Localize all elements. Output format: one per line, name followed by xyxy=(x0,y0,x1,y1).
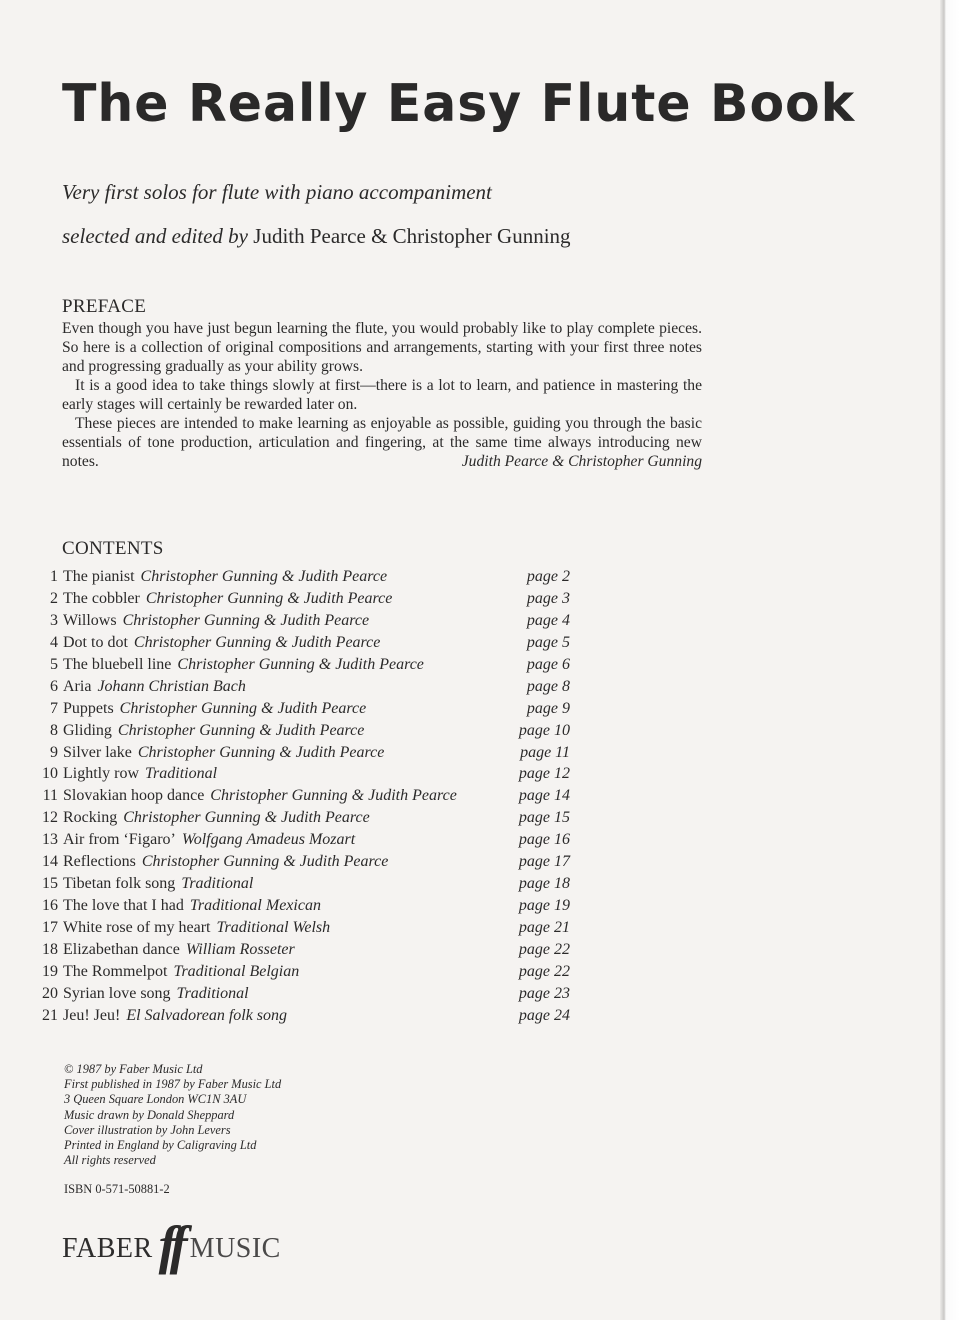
contents-item-composer: Traditional Welsh xyxy=(216,919,331,936)
contents-item-number: 9 xyxy=(50,743,58,761)
contents-item-number: 18 xyxy=(42,940,58,958)
contents-heading: CONTENTS xyxy=(62,538,164,559)
preface-paragraph-text: These pieces are intended to make learning as enjoyable as possible, guiding you through the basic essentials of tone production, articulation and fingering, at the same time always introducing new notes. xyxy=(62,415,702,470)
contents-item xyxy=(0,610,600,632)
contents-item-entry xyxy=(63,829,355,851)
contents-item-page: page 21 xyxy=(518,919,570,936)
imprint-line: Music drawn by Donald Sheppard xyxy=(64,1107,235,1122)
contents-item xyxy=(0,829,600,851)
contents-item xyxy=(0,807,600,829)
contents-item-entry xyxy=(63,632,380,654)
contents-item xyxy=(0,588,600,610)
contents-item-title: The Rommelpot xyxy=(63,962,168,980)
contents-item-page: page 14 xyxy=(518,787,570,805)
contents-item-entry xyxy=(63,939,295,961)
contents-item-composer: Christopher Gunning & Judith Pearce xyxy=(122,611,370,629)
book-title: The Really Easy Flute Book xyxy=(62,74,856,134)
contents-list xyxy=(0,566,600,1027)
imprint-line: 3 Queen Square London WC1N 3AU xyxy=(64,1092,247,1107)
contents-item-composer: Christopher Gunning & Judith Pearce xyxy=(145,589,393,607)
contents-item-composer: Christopher Gunning & Judith Pearce xyxy=(140,568,388,585)
contents-item-entry xyxy=(63,961,299,983)
contents-item-entry xyxy=(63,742,384,764)
contents-item-entry xyxy=(63,763,217,785)
contents-item-page: page 22 xyxy=(518,940,570,958)
contents-item-title: Rocking xyxy=(63,809,118,827)
contents-item-entry xyxy=(63,851,388,873)
contents-item-title: The pianist xyxy=(63,568,135,585)
contents-item xyxy=(0,566,600,588)
contents-item-title: Aria xyxy=(63,677,92,695)
imprint-line: © 1987 by Faber Music Ltd xyxy=(64,1062,203,1076)
contents-item xyxy=(0,676,600,698)
contents-item-title: Reflections xyxy=(63,853,136,871)
contents-item xyxy=(0,961,600,983)
ff-logo-icon: ff xyxy=(158,1215,182,1275)
contents-item-number: 4 xyxy=(50,633,58,651)
contents-item xyxy=(0,1005,600,1027)
contents-item-entry xyxy=(63,873,253,895)
contents-item-composer: Christopher Gunning & Judith Pearce xyxy=(137,743,385,761)
contents-item-page: page 3 xyxy=(526,589,570,607)
preface-paragraph: Even though you have just begun learning the flute, you would probably like to play complete pieces. So here is a collection of original compositions and arrangements, starting with your first three notes and progressing gradually as your ability grows. xyxy=(62,320,702,375)
contents-item xyxy=(0,983,600,1005)
contents-item-number: 14 xyxy=(42,853,58,871)
contents-item-composer: Christopher Gunning & Judith Pearce xyxy=(133,633,381,651)
contents-item-entry xyxy=(63,588,392,610)
contents-item-entry xyxy=(63,807,370,829)
contents-item-page: page 6 xyxy=(526,655,570,673)
contents-item-page: page 2 xyxy=(526,568,570,585)
publisher-word-right: MUSIC xyxy=(189,1233,281,1264)
contents-item-page: page 10 xyxy=(518,721,570,739)
contents-item-entry xyxy=(63,698,366,720)
contents-item-number: 12 xyxy=(42,809,58,827)
contents-item-title: Jeu! Jeu! xyxy=(63,1006,121,1024)
publisher-logo xyxy=(62,1215,281,1275)
preface-paragraph: It is a good idea to take things slowly at first—there is a lot to learn, and patience in mastering the early stages will certainly be rewarded later on. xyxy=(62,377,702,413)
imprint-line: All rights reserved xyxy=(64,1153,156,1168)
contents-item-entry xyxy=(63,566,387,588)
contents-item xyxy=(0,763,600,785)
contents-item-number: 8 xyxy=(50,721,58,739)
contents-item-composer: Wolfgang Amadeus Mozart xyxy=(181,831,356,849)
contents-item-entry xyxy=(63,917,330,939)
contents-item-page: page 4 xyxy=(526,611,570,629)
contents-item-number: 19 xyxy=(42,962,58,980)
contents-item-title: Tibetan folk song xyxy=(63,875,176,893)
contents-item-composer: El Salvadorean folk song xyxy=(126,1006,288,1024)
imprint-line: Cover illustration by John Levers xyxy=(64,1122,231,1137)
contents-item-number: 20 xyxy=(42,984,58,1002)
contents-item-number: 15 xyxy=(42,875,58,893)
contents-item-page: page 8 xyxy=(526,677,570,695)
contents-item-composer: Christopher Gunning & Judith Pearce xyxy=(123,809,370,827)
contents-item-composer: Christopher Gunning & Judith Pearce xyxy=(177,655,424,673)
contents-item-page: page 19 xyxy=(518,897,570,915)
contents-item-composer: Traditional xyxy=(176,984,249,1002)
contents-item-number: 10 xyxy=(42,765,58,783)
contents-item-entry xyxy=(63,983,249,1005)
contents-item-entry xyxy=(63,676,246,698)
contents-item xyxy=(0,785,600,807)
contents-item-page: page 22 xyxy=(518,962,570,980)
contents-item xyxy=(0,698,600,720)
contents-item-entry xyxy=(63,610,369,632)
contents-item-number: 16 xyxy=(42,897,58,915)
contents-item-title: Syrian love song xyxy=(63,984,171,1002)
contents-item-title: Dot to dot xyxy=(63,633,128,651)
contents-item-title: Air from ‘Figaro’ xyxy=(63,831,176,849)
editors-line xyxy=(62,224,571,249)
contents-item-composer: Christopher Gunning & Judith Pearce xyxy=(141,853,389,871)
publisher-word-left: FABER xyxy=(62,1233,153,1264)
contents-item xyxy=(0,632,600,654)
contents-item-page: page 23 xyxy=(518,984,570,1002)
contents-item-number: 2 xyxy=(50,589,58,607)
contents-item-entry xyxy=(63,654,424,676)
contents-item-title: Gliding xyxy=(63,721,112,739)
imprint-line: Printed in England by Caligraving Ltd xyxy=(64,1138,257,1153)
preface-paragraph-last xyxy=(62,414,702,471)
contents-item-composer: Traditional xyxy=(181,875,254,893)
contents-item-number: 3 xyxy=(50,611,58,629)
contents-item-composer: Traditional Mexican xyxy=(189,897,321,915)
contents-item-number: 13 xyxy=(42,831,58,849)
contents-item-composer: Johann Christian Bach xyxy=(97,677,246,695)
editors-lead: selected and edited by xyxy=(62,224,249,248)
contents-item xyxy=(0,851,600,873)
preface-heading: PREFACE xyxy=(62,296,147,317)
editors-names: Judith Pearce & Christopher Gunning xyxy=(253,224,571,248)
contents-item xyxy=(0,917,600,939)
contents-item-entry xyxy=(63,1005,287,1027)
contents-item xyxy=(0,873,600,895)
contents-item xyxy=(0,654,600,676)
contents-item-title: The cobbler xyxy=(63,589,140,607)
contents-item-composer: Christopher Gunning & Judith Pearce xyxy=(117,721,365,739)
contents-item xyxy=(0,895,600,917)
contents-item-title: Slovakian hoop dance xyxy=(63,787,205,805)
contents-item-composer: William Rosseter xyxy=(185,940,295,958)
contents-item-title: Willows xyxy=(63,611,117,629)
contents-item-page: page 15 xyxy=(518,809,570,827)
contents-item-entry xyxy=(63,895,321,917)
contents-item-number: 11 xyxy=(42,787,58,805)
contents-item xyxy=(0,742,600,764)
contents-item-page: page 9 xyxy=(526,699,570,717)
contents-item xyxy=(0,939,600,961)
contents-item-title: Elizabethan dance xyxy=(63,940,180,958)
contents-item-page: page 12 xyxy=(518,765,570,783)
contents-item-number: 1 xyxy=(50,568,58,585)
contents-item-page: page 17 xyxy=(518,853,570,871)
contents-item-entry xyxy=(63,720,364,742)
contents-item-title: Silver lake xyxy=(63,743,132,761)
contents-item-title: The bluebell line xyxy=(63,655,172,673)
contents-item-number: 17 xyxy=(42,919,58,936)
contents-item-page: page 18 xyxy=(518,875,570,893)
imprint-line: First published in 1987 by Faber Music Ltd xyxy=(64,1077,282,1092)
contents-item-page: page 5 xyxy=(526,633,570,651)
contents-item-number: 21 xyxy=(42,1006,58,1024)
contents-item-number: 7 xyxy=(50,699,58,717)
contents-item-page: page 16 xyxy=(518,831,570,849)
contents-item-composer: Traditional Belgian xyxy=(173,962,300,980)
preface-signature: Judith Pearce & Christopher Gunning xyxy=(461,453,702,470)
contents-item-composer: Christopher Gunning & Judith Pearce xyxy=(119,699,367,717)
page-edge xyxy=(940,0,960,1320)
contents-item-entry xyxy=(63,785,457,807)
contents-item-page: page 11 xyxy=(520,743,570,761)
contents-item-page: page 24 xyxy=(518,1006,570,1024)
book-subtitle: Very first solos for flute with piano accompaniment xyxy=(62,180,492,204)
contents-item-title: The love that I had xyxy=(63,897,184,915)
contents-item-number: 5 xyxy=(50,655,58,673)
contents-item-title: Puppets xyxy=(63,699,114,717)
preface-text xyxy=(62,319,702,471)
contents-item xyxy=(0,720,600,742)
imprint xyxy=(64,1062,281,1168)
contents-item-composer: Christopher Gunning & Judith Pearce xyxy=(210,787,457,805)
contents-item-composer: Traditional xyxy=(145,765,218,783)
isbn: ISBN 0-571-50881-2 xyxy=(64,1182,170,1196)
contents-item-title: Lightly row xyxy=(63,765,139,783)
contents-item-title: White rose of my heart xyxy=(63,919,211,936)
contents-item-number: 6 xyxy=(50,677,58,695)
